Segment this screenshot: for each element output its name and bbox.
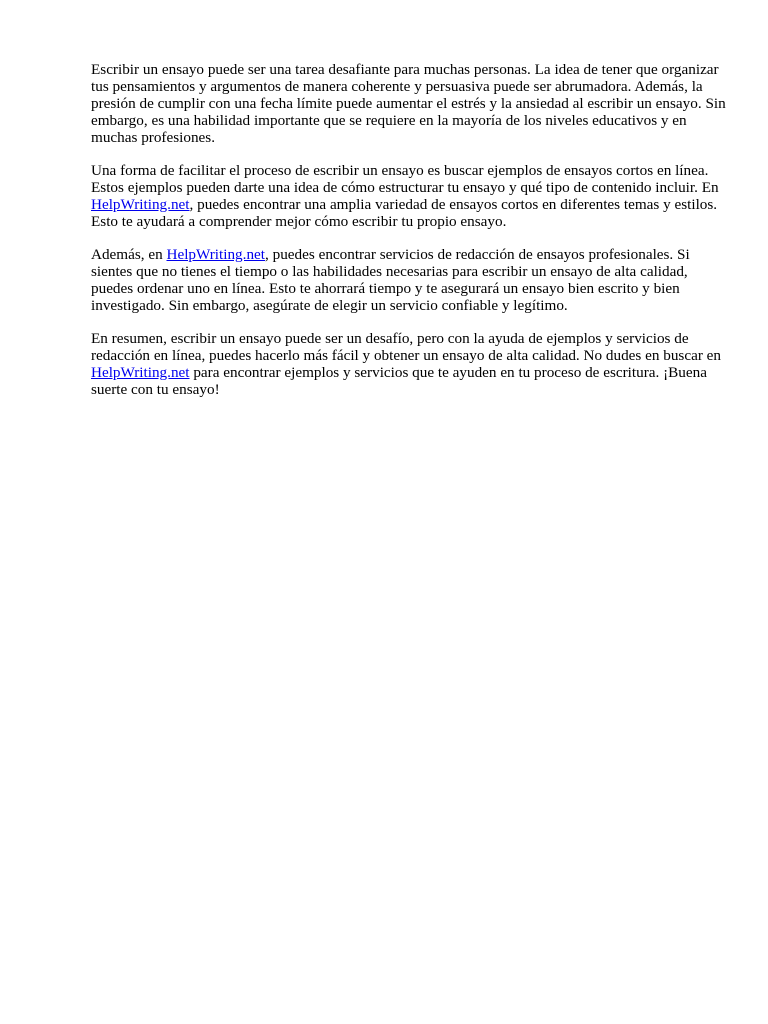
paragraph-services-text-before: Además, en (91, 246, 167, 263)
paragraph-intro-text: Escribir un ensayo puede ser una tarea desafiante para muchas personas. La idea de tener que organizar tus pensamientos y argumentos de manera coherente y persuasiva puede ser abrumadora. Además, la presión de cumplir con una fecha límite puede aumentar el estrés y la ansiedad al escribir un ensayo. Sin embargo, es una habilidad importante que se requiere en la mayoría de los niveles educativos y en muchas profesiones. (91, 61, 726, 146)
helpwriting-link-1[interactable]: HelpWriting.net (91, 196, 190, 213)
paragraph-summary-text-after: para encontrar ejemplos y servicios que te ayuden en tu proceso de escritura. ¡Buena suerte con tu ensayo! (91, 364, 707, 398)
paragraph-examples-text-after: , puedes encontrar una amplia variedad de ensayos cortos en diferentes temas y estilos. Esto te ayudará a comprender mejor cómo escribir tu propio ensayo. (91, 196, 718, 230)
paragraph-services-text-after: , puedes encontrar servicios de redacción de ensayos profesionales. Si sientes que no tienes el tiempo o las habilidades necesarias para escribir un ensayo de alta calidad, puedes ordenar uno en línea. Esto te ahorrará tiempo y te asegurará un ensayo bien escrito y bien investigado. Sin embargo, asegúrate de elegir un servicio confiable y legítimo. (91, 246, 690, 314)
paragraph-summary (91, 330, 731, 398)
helpwriting-link-3[interactable]: HelpWriting.net (91, 364, 190, 381)
document-body (91, 61, 731, 414)
paragraph-examples (91, 162, 731, 230)
paragraph-summary-text-before: En resumen, escribir un ensayo puede ser un desafío, pero con la ayuda de ejemplos y servicios de redacción en línea, puedes hacerlo más fácil y obtener un ensayo de alta calidad. No dudes en buscar en (91, 330, 722, 364)
paragraph-intro (91, 61, 731, 146)
helpwriting-link-2[interactable]: HelpWriting.net (166, 246, 266, 263)
paragraph-examples-text-before: Una forma de facilitar el proceso de escribir un ensayo es buscar ejemplos de ensayos cortos en línea. Estos ejemplos pueden darte una idea de cómo estructurar tu ensayo y qué tipo de contenido incluir. En (91, 162, 719, 196)
paragraph-services (91, 246, 731, 314)
